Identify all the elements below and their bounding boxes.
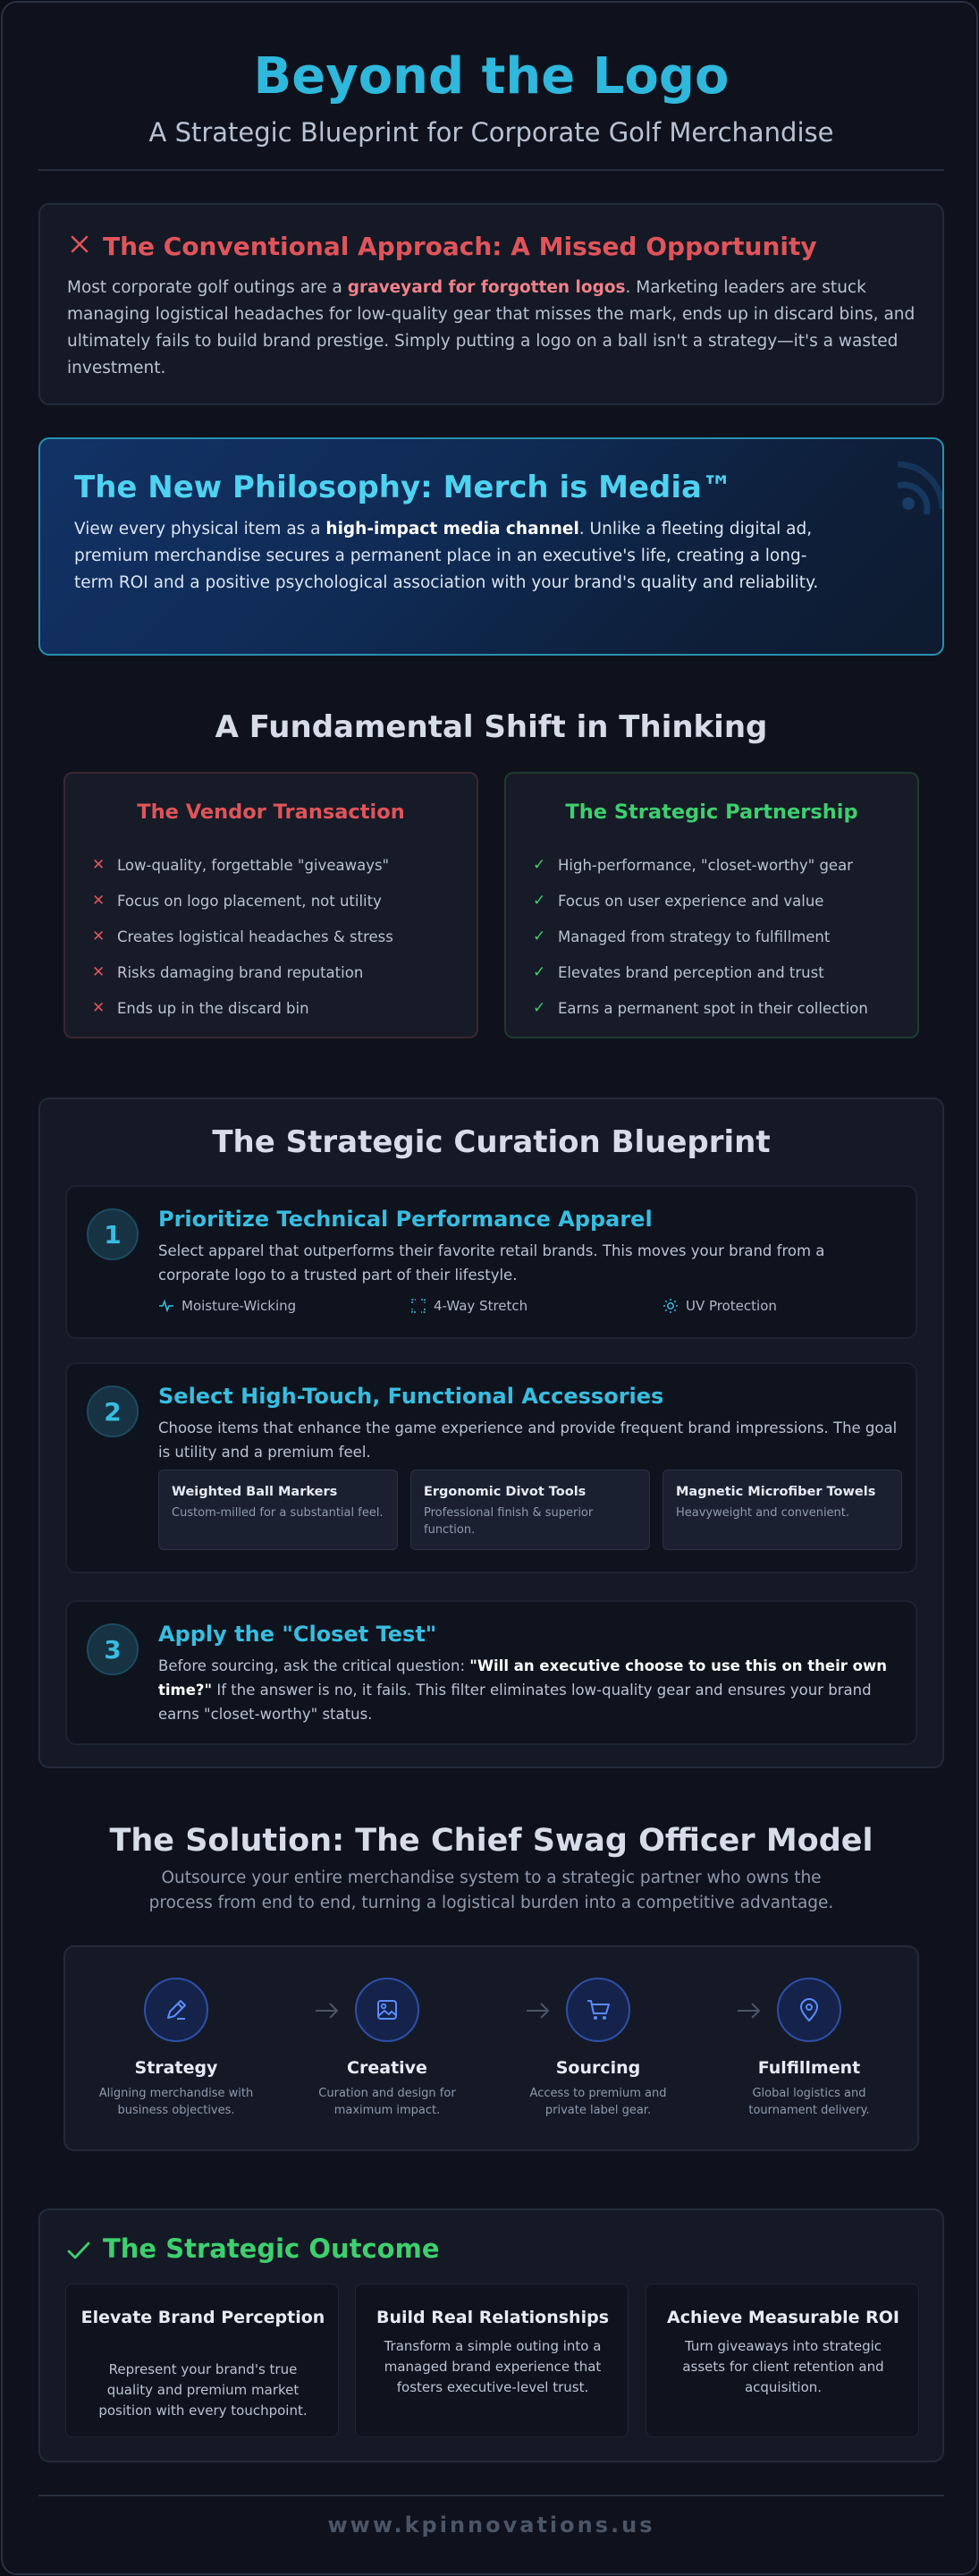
philosophy-title: The New Philosophy: Merch is Media™ [74, 470, 732, 505]
page-title: Beyond the Logo [253, 47, 730, 106]
check-icon: ✓ [533, 892, 546, 910]
feature-uv-protection: UV Protection [663, 1298, 777, 1314]
step-title: Apply the "Closet Test" [158, 1622, 437, 1647]
step-number: 3 [87, 1623, 139, 1675]
strategic-partnership-card [504, 772, 919, 1038]
vendor-transaction-card [63, 772, 478, 1038]
outcome-name: Build Real Relationships [376, 2308, 609, 2327]
process-step-strategy [87, 1947, 266, 2149]
check-icon [65, 2237, 92, 2264]
accessory-card [158, 1470, 398, 1550]
vendor-title: The Vendor Transaction [137, 801, 405, 824]
x-icon: ✕ [92, 928, 105, 945]
list-item: ✓ Elevates brand perception and trust [533, 963, 824, 981]
header-divider [38, 169, 944, 171]
x-icon: ✕ [92, 963, 105, 981]
list-item: ✓ Managed from strategy to fulfillment [533, 928, 831, 945]
philosophy-highlight: high-impact media channel [325, 520, 579, 538]
infographic-frame [1, 1, 978, 2575]
outcome-desc: Represent your brand's true quality and premium market position with every touchpoint. [98, 2361, 308, 2419]
process-name: Strategy [134, 2058, 218, 2078]
accessory-desc: Custom-milled for a substantial feel. [172, 1506, 384, 1520]
signal-broadcast-icon [862, 439, 942, 520]
list-item: ✓ High-performance, "closet-worthy" gear [533, 856, 853, 874]
location-pin-icon [777, 1978, 841, 2042]
step-text: Before sourcing, ask the critical question: "Will an executive choose to use this on their own time?" If the answer is no, it fails. This filter eliminates low-quality gear and ensures your brand earns "closet-worthy" status. [158, 1657, 887, 1723]
outcome-desc: Transform a simple outing into a managed brand experience that fosters executive-level trust. [384, 2338, 602, 2395]
process-name: Fulfillment [757, 2058, 861, 2078]
blueprint-step-3 [65, 1600, 917, 1745]
process-desc: Global logistics and tournament delivery. [748, 2087, 870, 2117]
step-number: 2 [87, 1385, 139, 1437]
process-step-fulfillment [720, 1947, 899, 2149]
page-subtitle: A Strategic Blueprint for Corporate Golf Merchandise [148, 117, 834, 148]
outcome-card [355, 2284, 629, 2437]
feature-4-way-stretch: 4-Way Stretch [410, 1298, 527, 1314]
footer-divider [38, 2495, 944, 2496]
footer-url[interactable]: www.kpinnovations.us [327, 2512, 655, 2538]
close-x-icon [68, 233, 91, 256]
sun-icon [663, 1298, 679, 1314]
closet-test-question: "Will an executive choose to use this on their own time?" [158, 1657, 887, 1699]
solution-text: Outsource your entire merchandise system to a strategic partner who owns the process from end to end, turning a logistical burden into a competitive advantage. [148, 1868, 834, 1912]
pencil-icon [144, 1978, 208, 2042]
vendor-list [92, 847, 393, 1026]
step-title: Prioritize Technical Performance Apparel [158, 1207, 653, 1232]
conventional-title: The Conventional Approach: A Missed Opportunity [103, 232, 817, 261]
outcome-name: Elevate Brand Perception [80, 2308, 325, 2327]
conventional-approach-card [38, 203, 944, 405]
blueprint-section [38, 1097, 944, 1768]
x-icon: ✕ [92, 892, 105, 910]
process-name: Sourcing [555, 2058, 641, 2078]
outcome-card [65, 2284, 339, 2437]
feature-moisture-wicking: Moisture-Wicking [158, 1298, 296, 1314]
list-item: ✕ Focus on logo placement, not utility [92, 892, 382, 910]
list-item: ✕ Low-quality, forgettable "giveaways" [92, 856, 390, 874]
check-icon: ✓ [533, 963, 546, 981]
process-step-sourcing [509, 1947, 688, 2149]
outcome-title: The Strategic Outcome [103, 2233, 440, 2264]
philosophy-card [38, 437, 944, 656]
blueprint-step-2 [65, 1362, 917, 1573]
partner-list [533, 847, 868, 1026]
conventional-text: Most corporate golf outings are a graveyard for forgotten logos. Marketing leaders are stuck managing logistical headaches for low-quality gear that misses the mark, ends up in discard bins, and ultimately fails to build brand prestige. Simply putting a logo on a ball isn't a strategy—it's a wasted investment. [67, 278, 916, 377]
check-icon: ✓ [533, 999, 546, 1017]
blueprint-step-1 [65, 1185, 917, 1339]
process-name: Creative [347, 2058, 427, 2078]
step-text: Select apparel that outperforms their favorite retail brands. This moves your brand from a corporate logo to a trusted part of their lifestyle. [158, 1242, 825, 1284]
accessory-name: Weighted Ball Markers [172, 1485, 338, 1499]
blueprint-title: The Strategic Curation Blueprint [212, 1124, 771, 1160]
process-desc: Access to premium and private label gear. [529, 2087, 667, 2117]
pulse-icon [158, 1298, 174, 1314]
strategic-outcome-section [38, 2208, 944, 2462]
outcome-desc: Turn giveaways into strategic assets for client retention and acquisition. [682, 2338, 884, 2395]
list-item: ✕ Risks damaging brand reputation [92, 963, 364, 981]
process-step-creative [298, 1947, 477, 2149]
accessory-card [410, 1470, 650, 1550]
accessory-card [663, 1470, 902, 1550]
step-title: Select High-Touch, Functional Accessories [158, 1384, 664, 1409]
step-text: Choose items that enhance the game experience and provide frequent brand impressions. The goal is utility and a premium feel. [158, 1419, 898, 1461]
expand-arrows-icon [410, 1298, 426, 1314]
partner-title: The Strategic Partnership [565, 801, 858, 824]
step-number: 1 [87, 1208, 139, 1260]
process-flow [63, 1945, 919, 2151]
accessory-name: Ergonomic Divot Tools [424, 1485, 587, 1499]
philosophy-text: View every physical item as a high-impact media channel. Unlike a fleeting digital ad, premium merchandise secures a permanent place in an executive's life, creating a long-term ROI and a positive psychological association with your brand's quality and reliability. [74, 520, 819, 592]
list-item: ✕ Ends up in the discard bin [92, 999, 309, 1017]
process-desc: Curation and design for maximum impact. [318, 2087, 456, 2117]
x-icon: ✕ [92, 856, 105, 874]
process-desc: Aligning merchandise with business objectives. [98, 2087, 254, 2117]
image-icon [355, 1978, 419, 2042]
conventional-highlight: graveyard for forgotten logos [347, 278, 626, 297]
shift-title: A Fundamental Shift in Thinking [215, 709, 768, 745]
solution-title: The Solution: The Chief Swag Officer Model [109, 1823, 874, 1859]
accessory-name: Magnetic Microfiber Towels [676, 1485, 876, 1499]
outcome-name: Achieve Measurable ROI [667, 2308, 899, 2327]
list-item: ✓ Focus on user experience and value [533, 892, 824, 910]
outcome-card [646, 2284, 919, 2437]
accessory-desc: Heavyweight and convenient. [676, 1506, 850, 1520]
x-icon: ✕ [92, 999, 105, 1017]
check-icon: ✓ [533, 928, 546, 945]
check-icon: ✓ [533, 856, 546, 874]
accessory-desc: Professional finish & superior function. [424, 1506, 594, 1537]
list-item: ✕ Creates logistical headaches & stress [92, 928, 393, 945]
list-item: ✓ Earns a permanent spot in their collection [533, 999, 868, 1017]
cart-icon [566, 1978, 630, 2042]
